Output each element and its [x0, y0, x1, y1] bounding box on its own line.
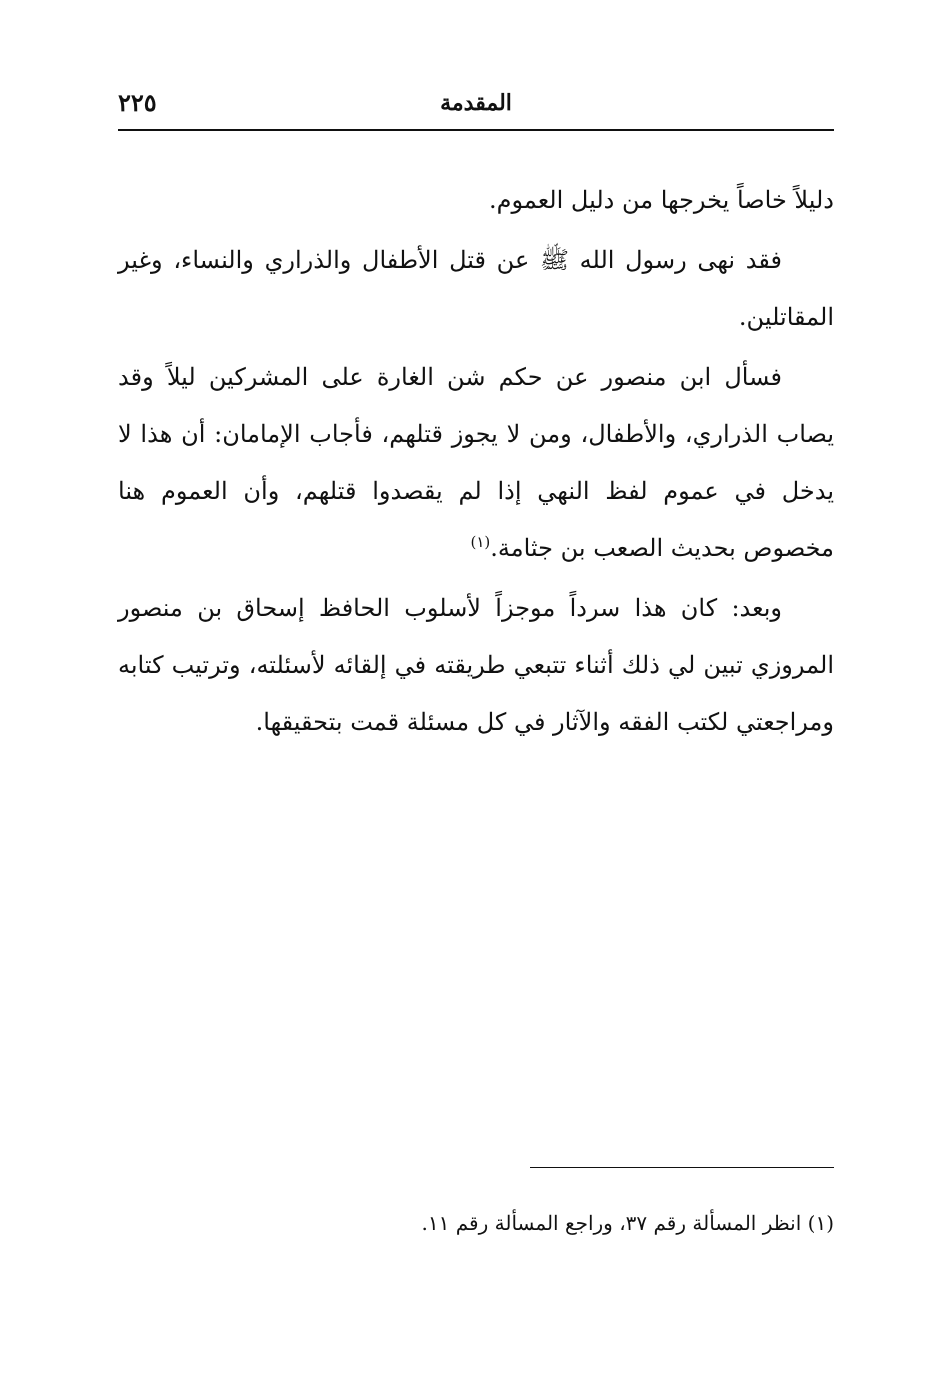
- chapter-title: المقدمة: [440, 90, 512, 116]
- footnote: (١) انظر المسألة رقم ٣٧، وراجع المسألة رقم ١١.: [421, 1211, 834, 1235]
- header-rule: [118, 129, 834, 131]
- paragraph-2: فقد نهى رسول الله ﷺ عن قتل الأطفال والذراري والنساء، وغير المقاتلين.: [118, 246, 834, 331]
- body-text: [118, 172, 834, 754]
- paragraph-4: وبعد: كان هذا سرداً موجزاً لأسلوب الحافظ إسحاق بن منصور المروزي تبين لي ذلك أثناء تتبعي طريقته في إلقائه لأسئلته، وترتيب كتابه ومراجعتي لكتب الفقه والآثار في كل مسئلة قمت بتحقيقها.: [118, 594, 834, 736]
- footnote-separator: [530, 1167, 834, 1168]
- paragraph-3-text: فسأل ابن منصور عن حكم شن الغارة على المشركين ليلاً وقد يصاب الذراري، والأطفال، ومن لا يجوز قتلهم، فأجاب الإمامان: أن هذا لا يدخل في عموم لفظ النهي إذا لم يقصدوا قتلهم، وأن العموم هنا مخصوص بحديث الصعب بن جثامة.: [118, 363, 834, 562]
- paragraph-1: دليلاً خاصاً يخرجها من دليل العموم.: [488, 186, 834, 214]
- footnote-reference[interactable]: (١): [470, 533, 491, 551]
- running-header: [118, 86, 834, 126]
- paragraph-3: [118, 349, 834, 577]
- page-number: ٢٢٥: [118, 88, 157, 117]
